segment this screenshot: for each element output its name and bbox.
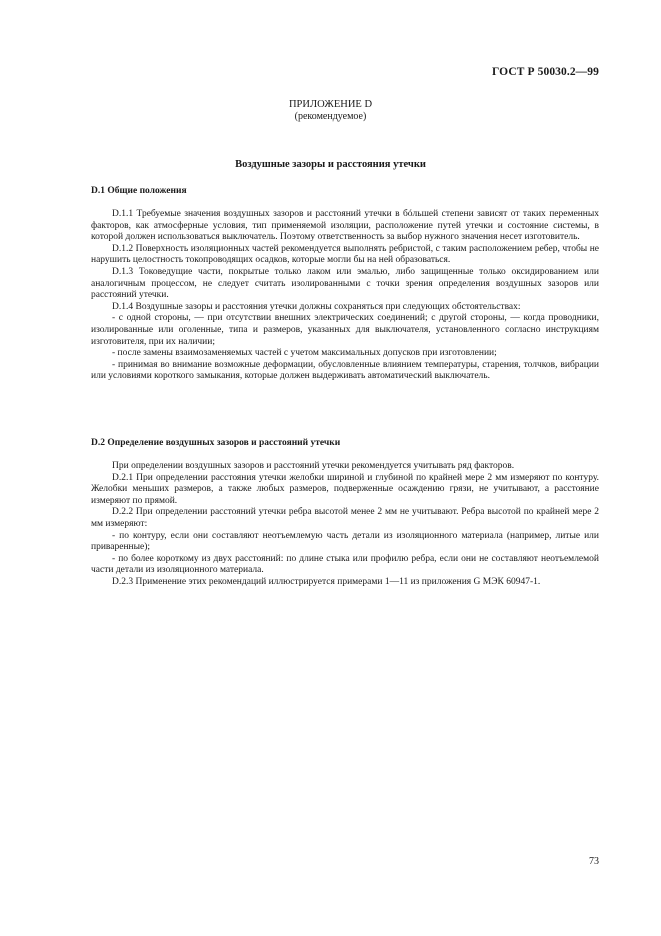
document-code: ГОСТ Р 50030.2—99 (492, 66, 599, 78)
list-item: - с одной стороны, — при отсутствии внешних электрических соединений; с другой стороны, — когда проводники, изолированные или оголенные, типа и размеров, указанных для выключателя, установленного согласно инструкциям изготовителя, при их наличии; (91, 313, 599, 347)
list-item: - принимая во внимание возможные деформации, обусловленные влиянием температуры, старения, толчков, вибрации или условиями короткого замыкания, которые должен выдерживать автоматический выключатель. (91, 359, 599, 382)
paragraph: D.2.1 При определении расстояния утечки желобки шириной и глубиной по крайней мере 2 мм измеряют по контуру. Желобки меньших размеров, а также любых размеров, подверженные осаждению грязи, не учитывают, а расстояние измеряют по прямой. (91, 472, 599, 506)
paragraph: D.1.3 Токоведущие части, покрытые только лаком или эмалью, либо защищенные только оксидированием или аналогичным процессом, не следует считать изолированными с точки зрения определения воздушных зазоров или расстояний утечки. (91, 266, 599, 301)
paragraph: D.1.1 Требуемые значения воздушных зазоров и расстояний утечки в бóльшей степени зависят от таких переменных факторов, как атмосферные условия, тип применяемой изоляции, расположение путей утечки и состояние системы, в которой должен использоваться выключатель. Поэтому ответственность за выбор нужного значения несет изготовитель. (91, 209, 599, 243)
list-item: - по более короткому из двух расстояний: по длине стыка или профилю ребра, если они не составляют неотъемлемой части детали из изоляционного материала. (91, 553, 599, 576)
document-title: Воздушные зазоры и расстояния утечки (235, 159, 426, 170)
paragraph: D.2.3 Применение этих рекомендаций иллюстрируется примерами 1—11 из приложения G МЭК 60947-1. (112, 576, 541, 587)
list-item: - по контуру, если они составляют неотъемлемую часть детали из изоляционного материала (например, литые или приваренные); (91, 530, 599, 553)
section-heading-d1: D.1 Общие положения (91, 186, 187, 196)
section-heading-d2: D.2 Определение воздушных зазоров и расстояний утечки (91, 438, 341, 448)
page-number: 73 (589, 856, 599, 867)
paragraph: D.1.2 Поверхность изоляционных частей рекомендуется выполнять ребристой, с таким расположением ребер, чтобы не нарушить целостность токопроводящих осадков, которые могли бы на ней образоваться. (91, 243, 599, 266)
section-body-d1 (91, 209, 599, 383)
section-body-d2 (91, 461, 599, 589)
paragraph: D.1.4 Воздушные зазоры и расстояния утечки должны сохраняться при следующих обстоятельствах: (112, 301, 521, 312)
paragraph: D.2.2 При определении расстояний утечки ребра высотой менее 2 мм не учитывают. Ребра высотой по крайней мере 2 мм измеряют: (91, 507, 599, 529)
annex-heading (0, 99, 661, 123)
paragraph: При определении воздушных зазоров и расстояний утечки рекомендуется учитывать ряд факторов. (112, 461, 515, 471)
annex-subtitle: (рекомендуемое) (294, 111, 367, 122)
list-item: - после замены взаимозаменяемых частей с учетом максимальных допусков при изготовлении; (112, 348, 497, 359)
annex-title: ПРИЛОЖЕНИЕ D (288, 99, 373, 110)
